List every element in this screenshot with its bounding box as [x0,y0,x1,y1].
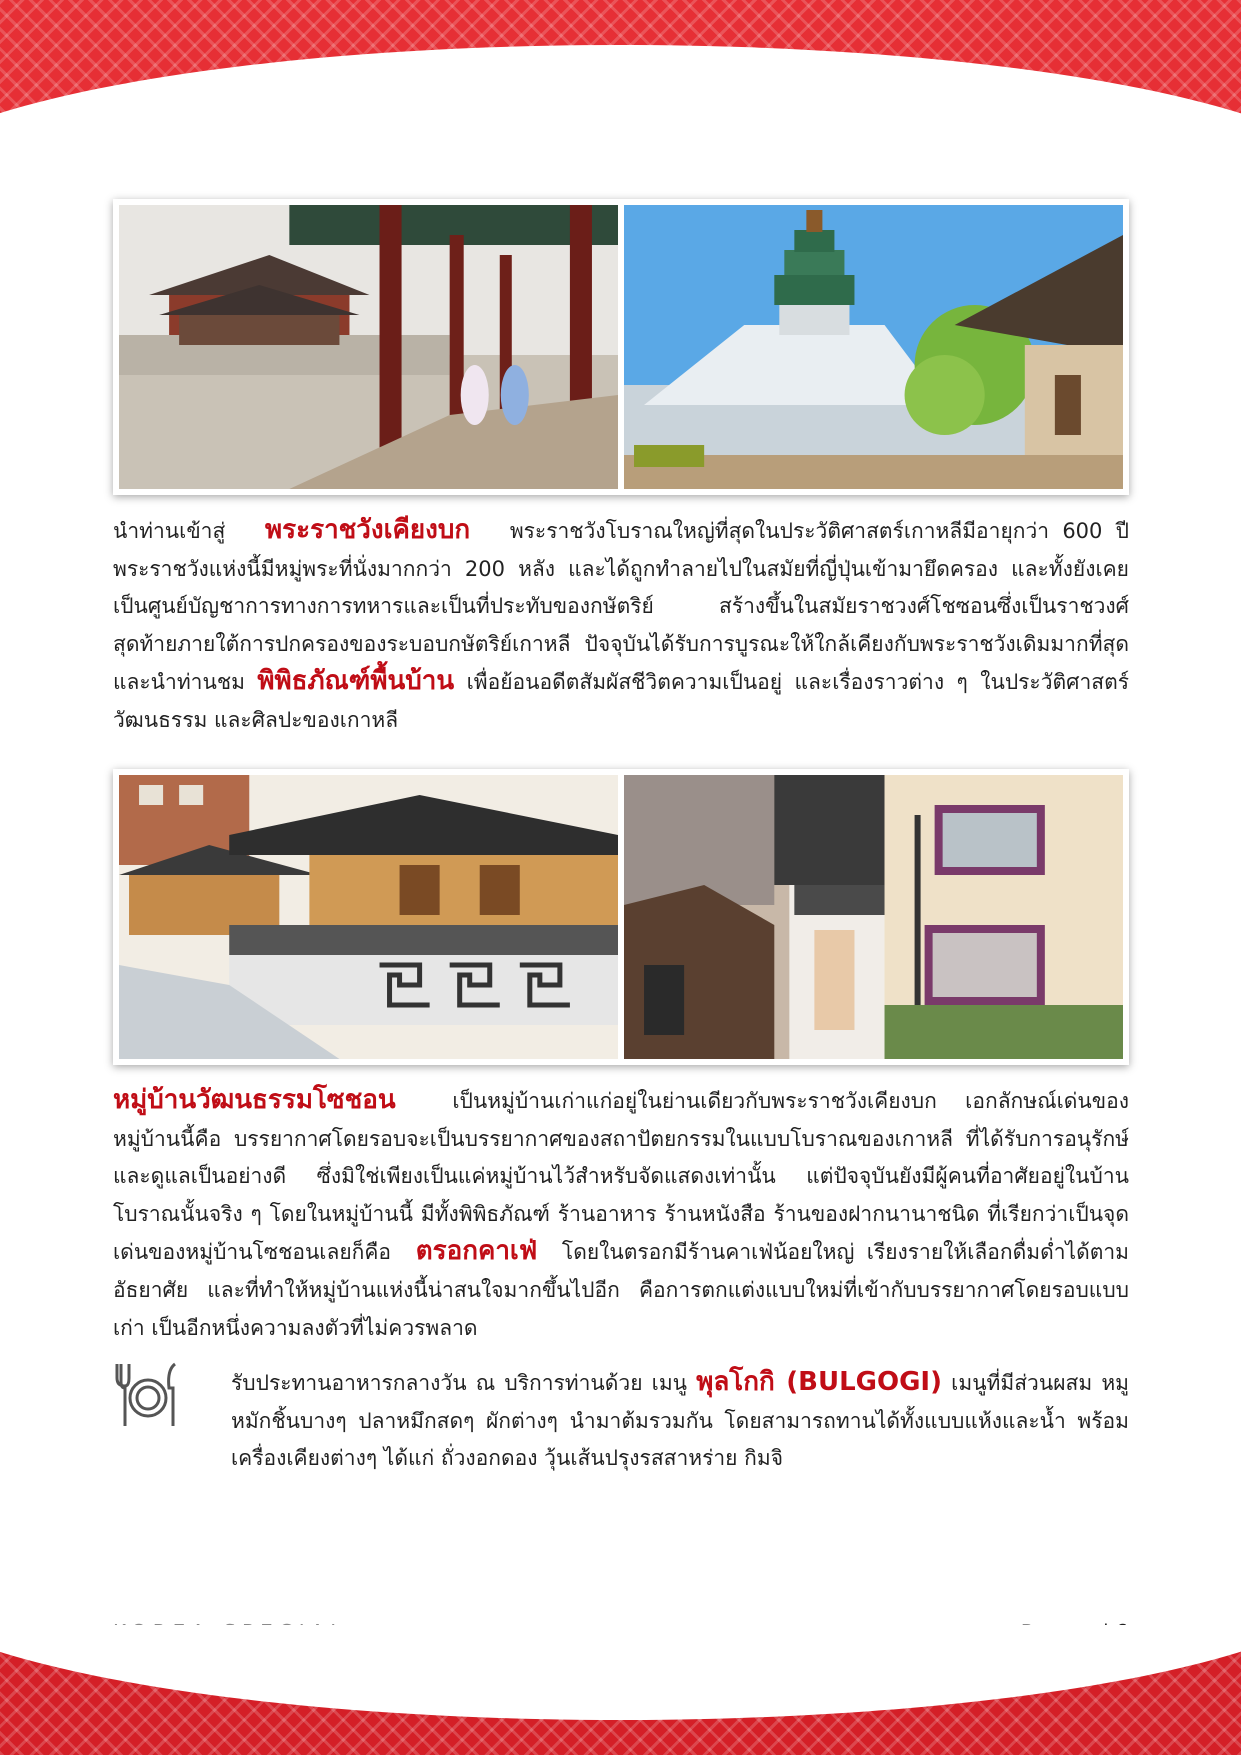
header-decorative-band [0,0,1241,130]
palace-description [113,512,1129,740]
village-text: เป็นหมู่บ้านเก่าแก่อยู่ในย่านเดียวกับพระราชวังเคียงบก เอกลักษณ์เด่นของหมู่บ้านนี้คือ บรรยากาศโดยรอบจะเป็นบรรยากาศของสถาปัตยกรรมในแบบโบราณของเกาหลี ที่ได้รับการอนุรักษ์และดูแลเป็นอย่างดี ซึ่งมิใช่เพียงเป็นแค่หมู่บ้านไว้สำหรับจัดแสดงเท่านั้น แต่ปัจจุบันยังมีผู้คนที่อาศัยอยู่ในบ้านโบราณนั้นจริง ๆ โดยในหมู่บ้านนี้ มีทั้งพิพิธภัณฑ์ ร้านอาหาร ร้านหนังสือ ร้านของฝากนานาชนิด ที่เรียกว่าเป็นจุดเด่นของหมู่บ้านโซชอนเลยก็คือ [113,1089,1129,1265]
meal-detail-text: เมนูที่มีส่วนผสม หมูหมักชิ้นบางๆ ปลาหมึกสดๆ ผักต่างๆ นำมาต้มรวมกัน โดยสามารถทานได้ทั้งแบบแห้งและน้ำ พร้อมเครื่องเคียงต่างๆ ได้แก่ ถั่วงอกดอง วุ้นเส้นปรุงรสสาหร่าย กิมจิ [231,1371,1130,1471]
intro-text: นำท่านเข้าสู่ [113,519,226,543]
cafe-text: โดยในตรอกมีร้านคาเฟ่น้อยใหญ่ เรียงรายให้เลือกดื่มด่ำได้ตามอัธยาศัย และที่ทำให้หมู่บ้านแห่งนี้น่าสนใจมากขึ้นไปอีก คือการตกแต่งแบบใหม่ที่เข้ากับบรรยากาศโดยรอบแบบเก่า เป็นอีกหนึ่งความลงตัวที่ไม่ควรพลาด [113,1240,1129,1340]
footer-decorative-band [0,1625,1241,1755]
highlight-folk-museum: พิพิธภัณฑ์พื้นบ้าน [257,666,455,697]
photo-gyeongbokgung-palace [119,205,618,489]
photo-row-village [113,769,1129,1065]
meal-text: รับประทานอาหารกลางวัน ณ บริการท่านด้วย เมนู [231,1371,688,1395]
photo-folk-museum [624,205,1123,489]
photo-seochon-hanok [119,775,618,1059]
highlight-cafe-alley: ตรอกคาเฟ่ [415,1236,538,1267]
fork-plate-knife-icon [115,1360,181,1432]
palace-text: พระราชวังโบราณใหญ่ที่สุดในประวัติศาสตร์เกาหลีมีอายุกว่า 600 ปี พระราชวังแห่งนี้มีหมู่พระที่นั่งมากกว่า 200 หลัง และได้ถูกทำลายไปในสมัยที่ญี่ปุ่นเข้ามายึดครอง และทั้งยังเคยเป็นศูนย์บัญชาการทางการทหารและเป็นที่ประทับของกษัตริย์ สร้างขึ้นในสมัยราชวงศ์โชซอนซึ่งเป็นราชวงศ์สุดท้ายภายใต้การปกครองของระบอบกษัตริย์เกาหลี ปัจจุบันได้รับการบูรณะให้ใกล้เคียงกับพระราชวังเดิมมากที่สุด และนำท่านชม [113,519,1129,695]
highlight-gyeongbokgung: พระราชวังเคียงบก [265,515,471,545]
museum-text: เพื่อย้อนอดีตสัมผัสชีวิตความเป็นอยู่ และเรื่องราวต่าง ๆ ในประวัติศาสตร์ วัฒนธรรม และศิลปะของเกาหลี [113,670,1129,732]
highlight-bulgogi: พุลโกกิ (BULGOGI) [696,1367,942,1397]
meal-description [231,1364,1129,1478]
photo-row-palace [113,199,1129,495]
photo-cafe-street [624,775,1123,1059]
village-description [113,1082,1129,1347]
highlight-seochon-village: หมู่บ้านวัฒนธรรมโซชอน [113,1085,396,1115]
